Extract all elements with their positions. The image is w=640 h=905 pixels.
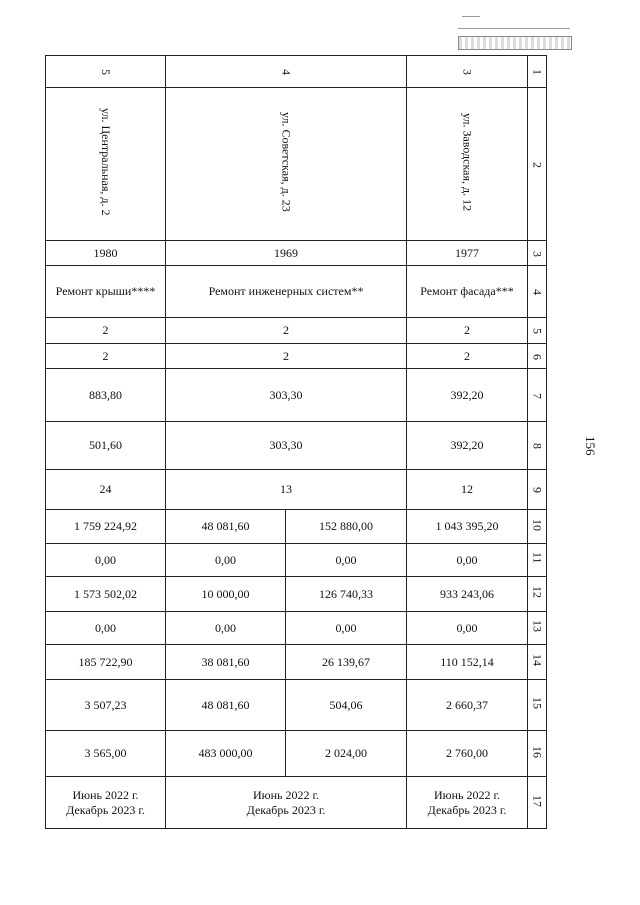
address-cell: ул. Центральная, д. 2 <box>46 88 166 241</box>
value-cell: 0,00 <box>286 544 407 577</box>
year-cell: 1969 <box>166 241 407 266</box>
data-table <box>45 55 547 829</box>
value-cell: 392,20 <box>407 369 528 422</box>
row-number-cell: 12 <box>528 577 547 612</box>
value-cell: 0,00 <box>46 612 166 645</box>
row-number-cell: 4 <box>528 266 547 318</box>
page-number: 156 <box>583 436 598 456</box>
address-cell: ул. Заводская, д. 12 <box>407 88 528 241</box>
year-cell: 1980 <box>46 241 166 266</box>
table-row <box>46 318 547 344</box>
period-cell <box>46 777 166 829</box>
value-cell: 0,00 <box>166 612 286 645</box>
period-cell <box>166 777 407 829</box>
value-cell: 13 <box>166 470 407 510</box>
work-type-cell: Ремонт крыши**** <box>46 266 166 318</box>
period-end: Декабрь 2023 г. <box>66 802 145 817</box>
table-row <box>46 422 547 470</box>
period-end: Декабрь 2023 г. <box>246 802 326 817</box>
row-number-cell: 8 <box>528 422 547 470</box>
period-end: Декабрь 2023 г. <box>427 802 507 817</box>
column-number-cell: 4 <box>166 56 407 88</box>
table-row <box>46 344 547 369</box>
work-type-cell: Ремонт фасада*** <box>407 266 528 318</box>
row-number-cell: 5 <box>528 318 547 344</box>
table-row <box>46 241 547 266</box>
table-row <box>46 88 547 241</box>
value-cell: 392,20 <box>407 422 528 470</box>
work-type-cell: Ремонт инженерных систем** <box>166 266 407 318</box>
value-cell: 10 000,00 <box>166 577 286 612</box>
period-cell <box>407 777 528 829</box>
value-cell: 1 043 395,20 <box>407 510 528 544</box>
value-cell: 2 <box>46 344 166 369</box>
value-cell: 3 507,23 <box>46 680 166 731</box>
period-start: Июнь 2022 г. <box>72 787 139 802</box>
value-cell: 126 740,33 <box>286 577 407 612</box>
value-cell: 303,30 <box>166 422 407 470</box>
value-cell: 883,80 <box>46 369 166 422</box>
value-cell: 3 565,00 <box>46 731 166 777</box>
value-cell: 24 <box>46 470 166 510</box>
value-cell: 2 660,37 <box>407 680 528 731</box>
value-cell: 2 <box>166 318 407 344</box>
table-row <box>46 266 547 318</box>
value-cell: 2 760,00 <box>407 731 528 777</box>
value-cell: 0,00 <box>407 612 528 645</box>
value-cell: 1 759 224,92 <box>46 510 166 544</box>
table-row <box>46 510 547 544</box>
value-cell: 1 573 502,02 <box>46 577 166 612</box>
table-row <box>46 470 547 510</box>
value-cell: 933 243,06 <box>407 577 528 612</box>
value-cell: 48 081,60 <box>166 680 286 731</box>
table-row <box>46 369 547 422</box>
address-cell: ул. Советская, д. 23 <box>166 88 407 241</box>
row-number-cell: 3 <box>528 241 547 266</box>
row-number-cell: 1 <box>528 56 547 88</box>
column-number-cell: 3 <box>407 56 528 88</box>
value-cell: 185 722,90 <box>46 645 166 680</box>
value-cell: 2 <box>407 318 528 344</box>
row-number-cell: 13 <box>528 612 547 645</box>
table-row <box>46 577 547 612</box>
value-cell: 501,60 <box>46 422 166 470</box>
row-number-cell: 15 <box>528 680 547 731</box>
value-cell: 483 000,00 <box>166 731 286 777</box>
value-cell: 48 081,60 <box>166 510 286 544</box>
year-cell: 1977 <box>407 241 528 266</box>
value-cell: 2 <box>407 344 528 369</box>
value-cell: 0,00 <box>166 544 286 577</box>
value-cell: 2 <box>46 318 166 344</box>
table-row <box>46 56 547 88</box>
period-start: Июнь 2022 г. <box>433 787 501 802</box>
value-cell: 152 880,00 <box>286 510 407 544</box>
value-cell: 26 139,67 <box>286 645 407 680</box>
value-cell: 0,00 <box>407 544 528 577</box>
table-row <box>46 777 547 829</box>
value-cell: 303,30 <box>166 369 407 422</box>
value-cell: 2 <box>166 344 407 369</box>
value-cell: 12 <box>407 470 528 510</box>
value-cell: 504,06 <box>286 680 407 731</box>
column-number-cell: 5 <box>46 56 166 88</box>
row-number-cell: 7 <box>528 369 547 422</box>
period-start: Июнь 2022 г. <box>252 787 320 802</box>
value-cell: 0,00 <box>46 544 166 577</box>
value-cell: 2 024,00 <box>286 731 407 777</box>
table-row <box>46 645 547 680</box>
value-cell: 38 081,60 <box>166 645 286 680</box>
row-number-cell: 16 <box>528 731 547 777</box>
row-number-cell: 9 <box>528 470 547 510</box>
row-number-cell: 17 <box>528 777 547 829</box>
registration-stamp <box>456 14 576 54</box>
table-row <box>46 731 547 777</box>
row-number-cell: 10 <box>528 510 547 544</box>
row-number-cell: 11 <box>528 544 547 577</box>
value-cell: 0,00 <box>286 612 407 645</box>
row-number-cell: 14 <box>528 645 547 680</box>
value-cell: 110 152,14 <box>407 645 528 680</box>
table-row <box>46 544 547 577</box>
row-number-cell: 6 <box>528 344 547 369</box>
table-row <box>46 680 547 731</box>
table-row <box>46 612 547 645</box>
row-number-cell: 2 <box>528 88 547 241</box>
